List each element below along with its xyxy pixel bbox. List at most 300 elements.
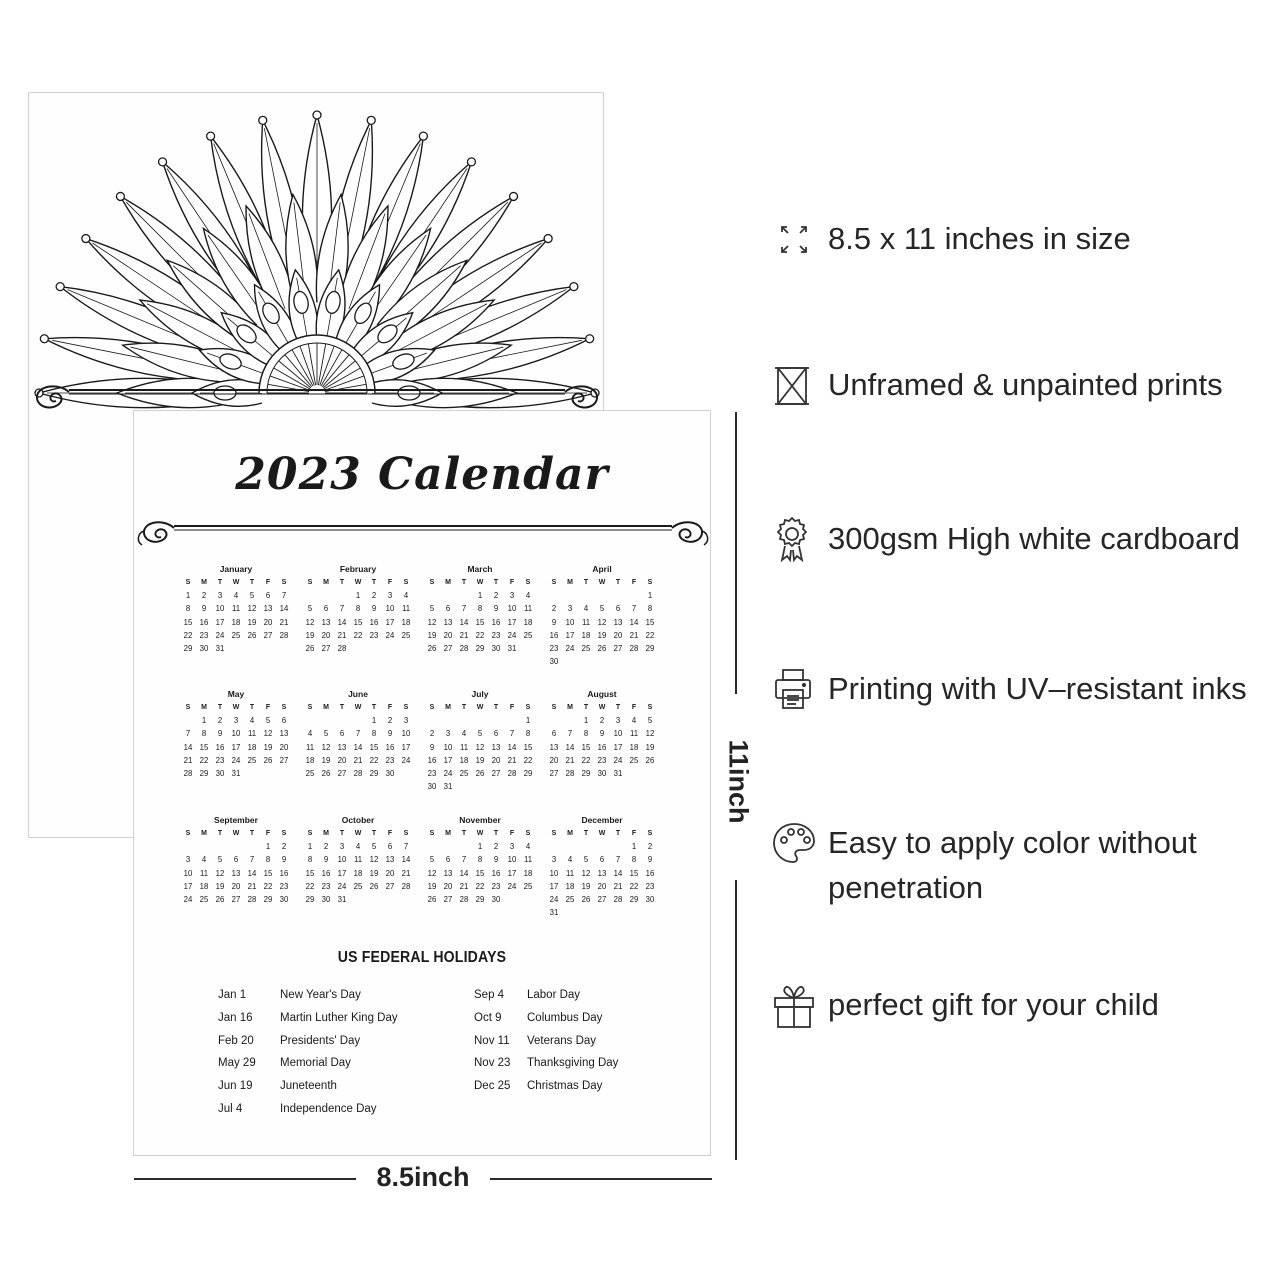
day-cell: 5 [647, 716, 653, 726]
day-cell: 3 [615, 716, 621, 726]
weekday-header: S [647, 579, 653, 586]
holiday-row [218, 1012, 398, 1035]
day-cell: 12 [427, 617, 437, 627]
day-cell: 12 [247, 604, 257, 614]
day-cell: 26 [475, 768, 485, 778]
day-cell: 28 [565, 768, 575, 778]
month-december [546, 814, 658, 919]
day-cell: 27 [549, 768, 559, 778]
weekday-header: S [551, 579, 557, 586]
day-cell: 18 [305, 755, 315, 765]
day-cell: 27 [491, 768, 501, 778]
day-cell: 27 [279, 755, 289, 765]
holiday-date: May 29 [218, 1057, 256, 1070]
day-grid [546, 576, 658, 668]
month-name: November [459, 815, 501, 825]
day-cell: 14 [337, 617, 347, 627]
weekday-header: S [525, 579, 531, 586]
day-cell: 10 [231, 729, 241, 739]
day-cell: 28 [629, 643, 639, 653]
day-cell: 13 [443, 868, 453, 878]
frame-icon [770, 362, 818, 410]
day-cell: 1 [307, 842, 313, 852]
weekday-header: S [281, 579, 287, 586]
day-cell: 4 [583, 604, 589, 614]
day-cell: 14 [247, 868, 257, 878]
month-august [546, 688, 658, 780]
feature-gift [770, 982, 1258, 1030]
day-cell: 5 [371, 842, 377, 852]
day-cell: 26 [427, 894, 437, 904]
day-cell: 22 [475, 881, 485, 891]
day-cell: 23 [279, 881, 289, 891]
weekday-header: W [476, 704, 484, 711]
day-cell: 25 [231, 630, 241, 640]
weekday-header: S [429, 704, 435, 711]
day-cell: 28 [183, 768, 193, 778]
day-cell: 11 [231, 604, 241, 614]
month-name: December [581, 815, 623, 825]
day-cell: 17 [401, 742, 411, 752]
day-cell: 7 [615, 855, 621, 865]
day-cell: 11 [459, 742, 469, 752]
day-cell: 31 [507, 643, 517, 653]
day-cell: 3 [185, 855, 191, 865]
feature-uv-ink [770, 666, 1258, 714]
feature-unframed [770, 362, 1258, 410]
mandala-petal-dot [313, 111, 321, 119]
weekday-header: M [201, 830, 207, 837]
day-cell: 21 [629, 630, 639, 640]
weekday-header: T [493, 704, 499, 711]
day-cell: 2 [217, 716, 223, 726]
day-grid [180, 576, 292, 655]
weekday-header: S [551, 830, 557, 837]
day-cell: 7 [461, 604, 467, 614]
mandala-petal-dot [56, 283, 64, 291]
day-cell: 2 [493, 842, 499, 852]
weekday-header: W [476, 579, 484, 586]
empty-day-cell [318, 589, 334, 602]
day-cell: 13 [443, 617, 453, 627]
weekday-header: T [493, 579, 499, 586]
day-cell: 14 [353, 742, 363, 752]
day-cell: 9 [599, 729, 605, 739]
printer-icon [770, 666, 818, 714]
day-cell: 27 [443, 894, 453, 904]
day-cell: 10 [401, 729, 411, 739]
day-cell: 15 [305, 868, 315, 878]
month-name: March [467, 564, 493, 574]
day-cell: 4 [355, 842, 361, 852]
day-cell: 18 [401, 617, 411, 627]
feature-text: Unframed & unpainted prints [828, 367, 1223, 402]
day-cell: 14 [507, 742, 517, 752]
month-june [302, 688, 414, 780]
empty-day-cell [302, 589, 318, 602]
day-cell: 16 [215, 742, 225, 752]
holiday-name: Martin Luther King Day [280, 1011, 398, 1024]
day-cell: 26 [215, 894, 225, 904]
day-cell: 5 [583, 855, 589, 865]
holiday-name: Memorial Day [280, 1057, 351, 1070]
day-cell: 24 [507, 630, 517, 640]
day-cell: 17 [443, 755, 453, 765]
day-cell: 13 [385, 855, 395, 865]
day-cell: 28 [459, 643, 469, 653]
weekday-header: S [525, 704, 531, 711]
day-cell: 24 [507, 881, 517, 891]
day-cell: 9 [551, 617, 557, 627]
day-cell: 2 [201, 591, 207, 601]
weekday-header: M [323, 830, 329, 837]
weekday-header: T [615, 579, 621, 586]
day-cell: 24 [337, 881, 347, 891]
day-cell: 1 [355, 591, 361, 601]
holiday-date: Jan 1 [218, 989, 247, 1001]
day-cell: 16 [549, 630, 559, 640]
day-cell: 14 [459, 868, 469, 878]
day-cell: 6 [281, 716, 287, 726]
day-cell: 17 [613, 742, 623, 752]
empty-day-cell [610, 589, 626, 602]
palette-icon [770, 820, 818, 868]
day-cell: 14 [613, 868, 623, 878]
day-cell: 8 [631, 855, 637, 865]
day-cell: 22 [475, 630, 485, 640]
day-cell: 21 [247, 881, 257, 891]
mandala-petal-dot [467, 158, 475, 166]
day-cell: 26 [263, 755, 273, 765]
day-cell: 21 [613, 881, 623, 891]
day-cell: 17 [507, 868, 517, 878]
day-grid [546, 701, 658, 780]
day-grid [180, 701, 292, 780]
day-cell: 16 [427, 755, 437, 765]
empty-day-cell [610, 840, 626, 853]
weekday-header: M [567, 830, 573, 837]
holiday-name: Thanksgiving Day [527, 1057, 619, 1070]
mandala-petal-dot [586, 335, 594, 343]
weekday-header: S [429, 830, 435, 837]
day-cell: 2 [647, 842, 653, 852]
weekday-header: W [476, 830, 484, 837]
weekday-header: T [217, 704, 223, 711]
day-cell: 16 [279, 868, 289, 878]
holiday-date: Feb 20 [218, 1034, 254, 1047]
weekday-header: S [307, 579, 313, 586]
mandala-petal-dot [419, 132, 427, 140]
day-cell: 4 [201, 855, 207, 865]
day-cell: 11 [565, 868, 575, 878]
day-cell: 9 [281, 855, 287, 865]
day-cell: 20 [613, 630, 623, 640]
holiday-name: Christmas Day [527, 1080, 603, 1093]
day-cell: 21 [401, 868, 411, 878]
day-cell: 28 [337, 643, 347, 653]
empty-day-cell [472, 714, 488, 727]
day-cell: 25 [199, 894, 209, 904]
day-cell: 29 [305, 894, 315, 904]
holiday-name: Labor Day [527, 989, 581, 1001]
weekday-header: S [307, 704, 313, 711]
weekday-header: S [281, 704, 287, 711]
day-cell: 25 [353, 881, 363, 891]
holiday-date: Nov 23 [474, 1057, 511, 1070]
day-cell: 24 [183, 894, 193, 904]
mandala-illustration [29, 93, 605, 423]
day-cell: 9 [217, 729, 223, 739]
height-dimension-label: 11inch [723, 739, 754, 824]
day-cell: 5 [249, 591, 255, 601]
day-cell: 1 [477, 591, 483, 601]
day-cell: 6 [445, 604, 451, 614]
day-cell: 30 [597, 768, 607, 778]
day-cell: 3 [509, 591, 515, 601]
holidays-right-column [474, 989, 618, 1103]
day-cell: 1 [201, 716, 207, 726]
day-cell: 30 [645, 894, 655, 904]
day-cell: 18 [231, 617, 241, 627]
day-cell: 9 [371, 604, 377, 614]
day-cell: 13 [597, 868, 607, 878]
day-cell: 5 [217, 855, 223, 865]
day-cell: 17 [565, 630, 575, 640]
day-cell: 25 [523, 630, 533, 640]
day-cell: 3 [233, 716, 239, 726]
mandala-petal-dot [40, 335, 48, 343]
holiday-row [218, 1103, 398, 1126]
empty-day-cell [440, 840, 456, 853]
month-february [302, 563, 414, 655]
empty-day-cell [488, 714, 504, 727]
day-cell: 19 [427, 630, 437, 640]
day-cell: 9 [201, 604, 207, 614]
day-grid [302, 576, 414, 655]
weekday-header: M [445, 704, 451, 711]
day-cell: 30 [215, 768, 225, 778]
day-cell: 26 [247, 630, 257, 640]
day-cell: 25 [401, 630, 411, 640]
day-cell: 21 [353, 755, 363, 765]
weekday-header: W [232, 830, 240, 837]
weekday-header: M [567, 579, 573, 586]
day-cell: 29 [263, 894, 273, 904]
day-cell: 30 [321, 894, 331, 904]
day-cell: 11 [523, 855, 533, 865]
day-cell: 23 [645, 881, 655, 891]
day-cell: 22 [645, 630, 655, 640]
day-cell: 1 [525, 716, 531, 726]
day-grid [302, 701, 414, 780]
feature-text: perfect gift for your child [828, 987, 1159, 1022]
day-cell: 7 [631, 604, 637, 614]
day-cell: 13 [549, 742, 559, 752]
weekday-header: S [307, 830, 313, 837]
mandala-petal-dot [367, 116, 375, 124]
day-cell: 12 [475, 742, 485, 752]
mandala-petal-dot [259, 116, 267, 124]
day-cell: 3 [217, 591, 223, 601]
day-cell: 18 [523, 868, 533, 878]
month-name: August [587, 689, 617, 699]
mandala-petal-dot [116, 192, 124, 200]
holiday-date: Jul 4 [218, 1102, 243, 1115]
day-cell: 30 [279, 894, 289, 904]
day-cell: 23 [215, 755, 225, 765]
weekday-header: T [371, 579, 377, 586]
weekday-header: T [371, 830, 377, 837]
day-cell: 2 [387, 716, 393, 726]
day-cell: 8 [185, 604, 191, 614]
day-cell: 16 [491, 617, 501, 627]
day-cell: 22 [629, 881, 639, 891]
holidays-left-column [218, 989, 398, 1126]
day-cell: 30 [491, 643, 501, 653]
day-cell: 27 [613, 643, 623, 653]
day-cell: 28 [401, 881, 411, 891]
day-cell: 7 [281, 591, 287, 601]
day-cell: 24 [443, 768, 453, 778]
day-cell: 22 [263, 881, 273, 891]
month-name: May [227, 689, 245, 699]
day-cell: 10 [565, 617, 575, 627]
day-cell: 31 [613, 768, 623, 778]
holiday-row [474, 1080, 618, 1103]
scroll-divider-ornament [134, 515, 712, 555]
day-cell: 10 [385, 604, 395, 614]
weekday-header: S [403, 579, 409, 586]
day-cell: 10 [183, 868, 193, 878]
empty-day-cell [594, 589, 610, 602]
weekday-header: M [323, 704, 329, 711]
day-cell: 12 [427, 868, 437, 878]
weekday-header: M [323, 579, 329, 586]
month-july [424, 688, 536, 793]
day-cell: 23 [427, 768, 437, 778]
weekday-header: S [185, 704, 191, 711]
day-cell: 25 [247, 755, 257, 765]
day-cell: 16 [597, 742, 607, 752]
day-cell: 26 [305, 643, 315, 653]
day-cell: 6 [265, 591, 271, 601]
day-cell: 29 [199, 768, 209, 778]
day-cell: 8 [371, 729, 377, 739]
day-cell: 19 [305, 630, 315, 640]
day-cell: 8 [583, 729, 589, 739]
day-cell: 28 [613, 894, 623, 904]
day-cell: 21 [459, 881, 469, 891]
month-january [180, 563, 292, 655]
empty-day-cell [424, 589, 440, 602]
day-cell: 11 [305, 742, 315, 752]
weekday-header: T [461, 830, 467, 837]
day-cell: 18 [581, 630, 591, 640]
mandala-petal-dot [510, 192, 518, 200]
weekday-header: F [509, 579, 515, 586]
day-cell: 29 [475, 894, 485, 904]
day-cell: 19 [321, 755, 331, 765]
day-cell: 8 [525, 729, 531, 739]
day-cell: 18 [565, 881, 575, 891]
holiday-row [474, 989, 618, 1012]
day-cell: 27 [385, 881, 395, 891]
day-cell: 17 [507, 617, 517, 627]
empty-day-cell [562, 589, 578, 602]
height-dimension-line-bottom [735, 880, 737, 1160]
day-cell: 8 [477, 604, 483, 614]
day-cell: 18 [199, 881, 209, 891]
day-cell: 10 [337, 855, 347, 865]
day-cell: 12 [305, 617, 315, 627]
day-cell: 17 [183, 881, 193, 891]
day-cell: 31 [215, 643, 225, 653]
day-cell: 7 [567, 729, 573, 739]
day-cell: 17 [549, 881, 559, 891]
width-dimension-line-left [134, 1178, 356, 1180]
empty-day-cell [212, 840, 228, 853]
weekday-header: F [387, 704, 393, 711]
day-cell: 9 [647, 855, 653, 865]
day-cell: 9 [493, 604, 499, 614]
holiday-name: New Year's Day [280, 989, 361, 1001]
day-cell: 7 [355, 729, 361, 739]
day-cell: 26 [321, 768, 331, 778]
day-grid [302, 827, 414, 906]
day-cell: 8 [647, 604, 653, 614]
day-cell: 11 [581, 617, 591, 627]
mandala-petal-dot [82, 235, 90, 243]
empty-day-cell [594, 840, 610, 853]
day-cell: 13 [279, 729, 289, 739]
day-cell: 26 [427, 643, 437, 653]
weekday-header: F [265, 704, 271, 711]
holiday-date: Jan 16 [218, 1011, 253, 1024]
day-cell: 26 [645, 755, 655, 765]
day-cell: 8 [477, 855, 483, 865]
day-cell: 3 [339, 842, 345, 852]
day-cell: 8 [265, 855, 271, 865]
weekday-header: W [598, 830, 606, 837]
day-cell: 9 [429, 742, 435, 752]
weekday-header: T [461, 579, 467, 586]
weekday-header: T [583, 704, 589, 711]
day-cell: 5 [307, 604, 313, 614]
day-cell: 14 [565, 742, 575, 752]
empty-day-cell [456, 714, 472, 727]
day-cell: 27 [263, 630, 273, 640]
month-may [180, 688, 292, 780]
day-cell: 25 [305, 768, 315, 778]
day-cell: 21 [459, 630, 469, 640]
day-cell: 20 [549, 755, 559, 765]
weekday-header: F [265, 830, 271, 837]
day-cell: 6 [323, 604, 329, 614]
holiday-row [218, 1057, 398, 1080]
day-cell: 30 [385, 768, 395, 778]
weekday-header: S [185, 579, 191, 586]
day-cell: 23 [549, 643, 559, 653]
day-cell: 5 [429, 855, 435, 865]
day-cell: 19 [369, 868, 379, 878]
day-cell: 2 [429, 729, 435, 739]
month-november [424, 814, 536, 906]
day-cell: 5 [477, 729, 483, 739]
weekday-header: S [525, 830, 531, 837]
day-cell: 24 [385, 630, 395, 640]
day-cell: 20 [385, 868, 395, 878]
empty-day-cell [180, 714, 196, 727]
